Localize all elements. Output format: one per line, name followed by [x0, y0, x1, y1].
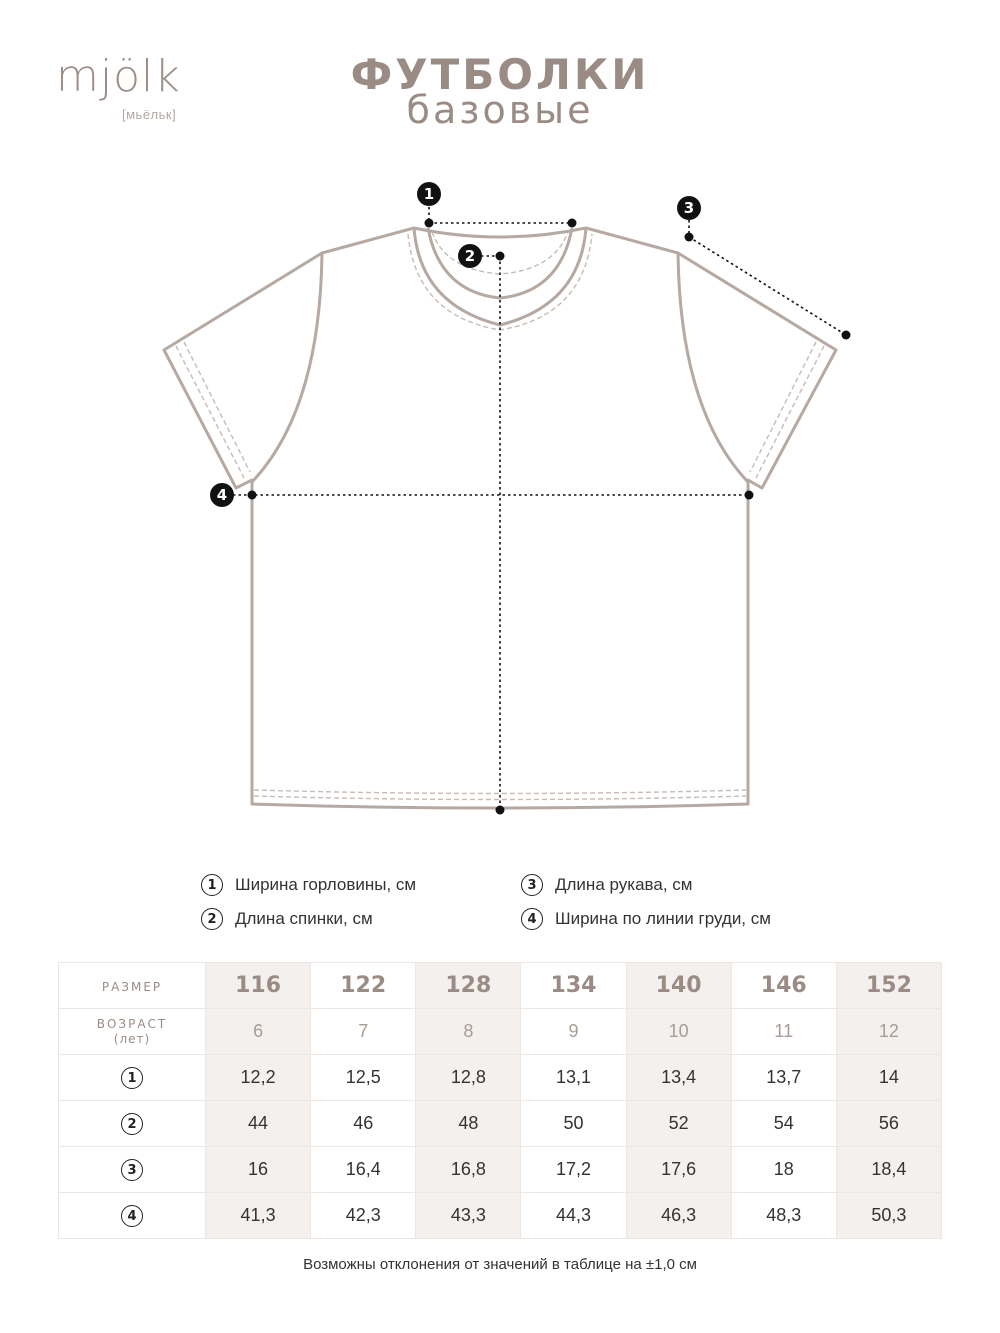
value-cell: 56: [836, 1101, 941, 1147]
age-cell: 10: [626, 1009, 731, 1055]
tshirt-diagram: [0, 160, 1000, 840]
size-row-label: РАЗМЕР: [59, 963, 206, 1009]
size-cell: 128: [416, 963, 521, 1009]
size-cell: 116: [206, 963, 311, 1009]
size-cell: 152: [836, 963, 941, 1009]
row-number-label: 4: [59, 1193, 206, 1239]
size-cell: 140: [626, 963, 731, 1009]
age-cell: 11: [731, 1009, 836, 1055]
value-cell: 17,2: [521, 1147, 626, 1193]
value-cell: 44,3: [521, 1193, 626, 1239]
value-cell: 41,3: [206, 1193, 311, 1239]
row-number-label: 1: [59, 1055, 206, 1101]
size-cell: 146: [731, 963, 836, 1009]
svg-text:4: 4: [216, 486, 228, 504]
value-cell: 13,4: [626, 1055, 731, 1101]
value-cell: 18,4: [836, 1147, 941, 1193]
value-cell: 17,6: [626, 1147, 731, 1193]
legend-item-back-length: [201, 908, 373, 930]
size-cell: 122: [311, 963, 416, 1009]
value-cell: 12,2: [206, 1055, 311, 1101]
value-cell: 46: [311, 1101, 416, 1147]
tshirt-outline-icon: [164, 228, 836, 808]
size-table: [58, 962, 942, 1239]
legend-number: 4: [521, 908, 543, 930]
marker-badge-3: [677, 196, 701, 220]
value-cell: 13,1: [521, 1055, 626, 1101]
value-cell: 50: [521, 1101, 626, 1147]
legend-text: Ширина горловины, см: [235, 875, 417, 894]
legend-text: Длина рукава, см: [555, 875, 693, 894]
brand-pronunciation: [мьёльк]: [122, 107, 177, 122]
value-cell: 16,4: [311, 1147, 416, 1193]
table-row-chest-width: [59, 1193, 942, 1239]
legend-number: 3: [521, 874, 543, 896]
legend-item-chest-width: [521, 908, 771, 930]
age-cell: 7: [311, 1009, 416, 1055]
table-row-size: [59, 963, 942, 1009]
value-cell: 18: [731, 1147, 836, 1193]
value-cell: 16,8: [416, 1147, 521, 1193]
legend-item-neck-width: [201, 874, 416, 896]
age-cell: 8: [416, 1009, 521, 1055]
table-row-back-length: [59, 1101, 942, 1147]
value-cell: 43,3: [416, 1193, 521, 1239]
value-cell: 13,7: [731, 1055, 836, 1101]
row-number-label: 3: [59, 1147, 206, 1193]
legend-number: 2: [201, 908, 223, 930]
value-cell: 14: [836, 1055, 941, 1101]
table-row-sleeve-length: [59, 1147, 942, 1193]
age-row-label: ВОЗРАСТ (лет): [59, 1009, 206, 1055]
svg-text:3: 3: [683, 199, 695, 217]
measurement-points: [248, 219, 851, 815]
legend-number: 1: [201, 874, 223, 896]
row-number-label: 2: [59, 1101, 206, 1147]
page-subtitle: базовые: [406, 88, 594, 132]
marker-badge-4: [210, 483, 234, 507]
value-cell: 12,5: [311, 1055, 416, 1101]
age-cell: 12: [836, 1009, 941, 1055]
age-cell: 9: [521, 1009, 626, 1055]
brand-name: mjölk: [56, 51, 181, 102]
svg-text:2: 2: [464, 247, 476, 265]
value-cell: 16: [206, 1147, 311, 1193]
table-row-neck-width: [59, 1055, 942, 1101]
table-row-age: [59, 1009, 942, 1055]
value-cell: 12,8: [416, 1055, 521, 1101]
value-cell: 50,3: [836, 1193, 941, 1239]
value-cell: 48,3: [731, 1193, 836, 1239]
size-cell: 134: [521, 963, 626, 1009]
tolerance-footnote: Возможны отклонения от значений в таблице на ±1,0 см: [303, 1256, 697, 1273]
value-cell: 48: [416, 1101, 521, 1147]
age-cell: 6: [206, 1009, 311, 1055]
marker-badge-2: [458, 244, 482, 268]
svg-text:1: 1: [423, 185, 435, 203]
marker-badge-1: [417, 182, 441, 206]
value-cell: 42,3: [311, 1193, 416, 1239]
page-title: ФУТБОЛКИ: [350, 50, 650, 99]
value-cell: 46,3: [626, 1193, 731, 1239]
value-cell: 44: [206, 1101, 311, 1147]
legend-text: Ширина по линии груди, см: [555, 909, 771, 928]
value-cell: 52: [626, 1101, 731, 1147]
legend-text: Длина спинки, см: [235, 909, 373, 928]
value-cell: 54: [731, 1101, 836, 1147]
legend-item-sleeve-length: [521, 874, 692, 896]
